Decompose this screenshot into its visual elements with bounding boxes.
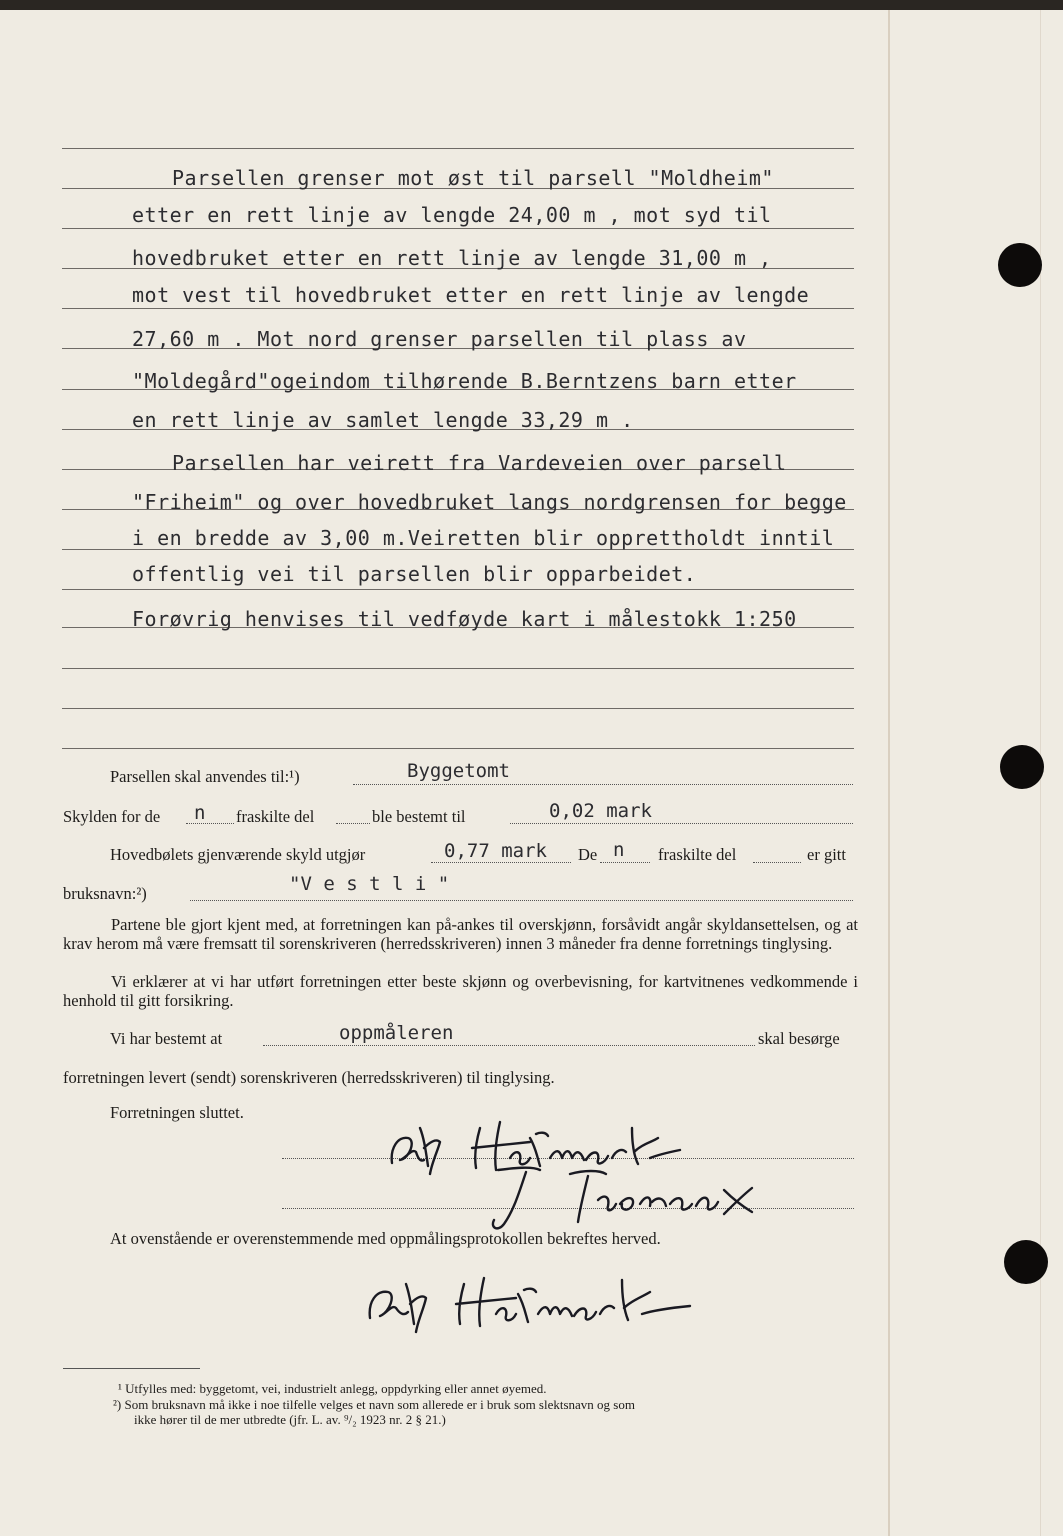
fraskilte-label: fraskilte del — [236, 807, 315, 826]
fill-line — [263, 1045, 755, 1046]
fraskilte-label-2: fraskilte del — [658, 845, 737, 864]
skyld-fill-n: n — [194, 802, 206, 824]
ruled-line — [62, 748, 854, 749]
typed-line: mot vest til hovedbruket etter en rett linje av lengde — [132, 283, 810, 307]
appeal-paragraph: Partene ble gjort kjent med, at forretningen kan på-ankes til overskjønn, forsåvidt angår skyldansettelsen, og at krav herom må være fremsatt til sorenskriveren (herredsskriveren) innen 3 måneder fra denne forretnings tinglysing. — [63, 915, 858, 953]
fill-line — [190, 900, 853, 901]
typed-line: Forøvrig henvises til vedføyde kart i målestokk 1:250 — [132, 607, 797, 631]
anvendes-value: Byggetomt — [407, 760, 510, 782]
ruled-line — [62, 228, 854, 229]
besorge-label: skal besørge — [758, 1029, 840, 1048]
bestemt-value: oppmåleren — [339, 1022, 454, 1044]
punch-hole-top — [998, 243, 1042, 287]
fill-line — [431, 862, 571, 863]
typed-line: hovedbruket etter en rett linje av lengde 31,00 m , — [132, 246, 772, 270]
margin-fold-line — [888, 10, 890, 1536]
ruled-line — [62, 148, 854, 149]
footnote-divider — [63, 1368, 200, 1369]
bruksnavn-label: bruksnavn:²) — [63, 884, 147, 903]
bruksnavn-value: "V e s t l i " — [289, 873, 450, 895]
hoved-fill-n: n — [613, 839, 625, 861]
footnote-2-cont: ikke hører til de mer utbredte (jfr. L. av. ⁹/₂ 1923 nr. 2 § 21.) — [134, 1412, 446, 1427]
confirm-text: At ovenstående er overenstemmende med oppmålingsprotokollen bekreftes herved. — [110, 1229, 661, 1248]
scan-top-edge — [0, 0, 1063, 10]
typed-line: 27,60 m . Mot nord grenser parsellen til plass av — [132, 327, 747, 351]
signature-thoresen — [480, 1160, 770, 1240]
declaration-paragraph: Vi erklærer at vi har utført forretningen etter beste skjønn og overbevisning, for kartvitnenes vedkommende i henhold til gitt forsikring. — [63, 972, 858, 1010]
typed-line: etter en rett linje av lengde 24,00 m , mot syd til — [132, 203, 772, 227]
ruled-line — [62, 668, 854, 669]
de-label: De — [578, 845, 598, 864]
fill-line — [600, 862, 650, 863]
ruled-line — [62, 708, 854, 709]
typed-line: "Moldegård"ogeindom tilhørende B.Berntzens barn etter — [132, 369, 797, 393]
fill-line — [336, 823, 370, 824]
skyld-label: Skylden for de — [63, 807, 161, 826]
anvendes-label: Parsellen skal anvendes til:¹) — [110, 767, 300, 786]
footnote-2: ²) Som bruksnavn må ikke i noe tilfelle velges et navn som allerede er i bruk som slektsnavn og som — [113, 1397, 635, 1412]
ruled-line — [62, 589, 854, 590]
ruled-line — [62, 308, 854, 309]
typed-line: i en bredde av 3,00 m.Veiretten blir opprettholdt inntil — [132, 526, 835, 550]
bestemt-til-label: ble bestemt til — [372, 807, 466, 826]
hoved-label: Hovedbølets gjenværende skyld utgjør — [110, 845, 366, 864]
levert-text: forretningen levert (sendt) sorenskriveren (herredsskriveren) til tinglysing. — [63, 1068, 555, 1087]
typed-line: offentlig vei til parsellen blir opparbeidet. — [132, 562, 697, 586]
punch-hole-middle — [1000, 745, 1044, 789]
fill-line — [353, 784, 853, 785]
skyld-value: 0,02 mark — [549, 800, 652, 822]
fill-line — [753, 862, 801, 863]
typed-line: en rett linje av samlet lengde 33,29 m . — [132, 408, 634, 432]
er-gitt-label: er gitt — [807, 845, 846, 864]
typed-line: "Friheim" og over hovedbruket langs nordgrensen for begge — [132, 490, 847, 514]
sluttet-text: Forretningen sluttet. — [110, 1103, 244, 1122]
fill-line — [510, 823, 853, 824]
signature-alf-hartmark-2 — [360, 1262, 710, 1342]
typed-line: Parsellen har veirett fra Vardeveien over parsell — [172, 451, 787, 475]
footnote-1: ¹ Utfylles med: byggetomt, vei, industrielt anlegg, oppdyrking eller annet øyemed. — [118, 1381, 547, 1396]
typed-line: Parsellen grenser mot øst til parsell "Moldheim" — [172, 166, 774, 190]
hoved-value: 0,77 mark — [444, 840, 547, 862]
punch-hole-bottom — [1004, 1240, 1048, 1284]
bestemt-at-label: Vi har bestemt at — [110, 1029, 223, 1048]
